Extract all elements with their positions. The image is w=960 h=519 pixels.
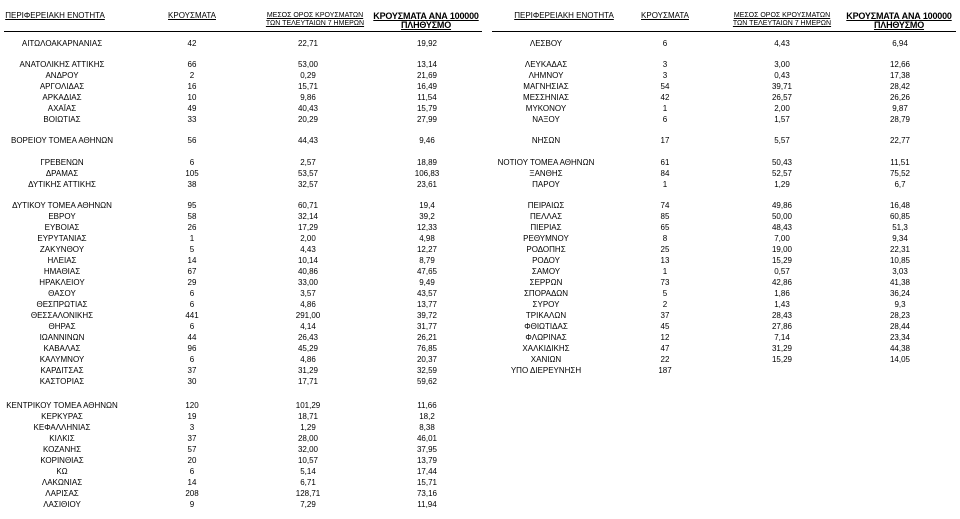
per100k-cell: 18,2 — [419, 412, 435, 421]
cases-cell: 120 — [185, 401, 199, 410]
region-cell: ΦΘΙΩΤΙΔΑΣ — [524, 322, 568, 331]
header-region-right: ΠΕΡΙΦΕΡΕΙΑΚΗ ΕΝΟΤΗΤΑ — [514, 11, 614, 20]
region-cell: ΗΛΕΙΑΣ — [47, 256, 77, 265]
cases-cell: 57 — [187, 445, 197, 454]
per100k-cell: 73,16 — [416, 489, 438, 498]
cases-cell: 73 — [660, 278, 670, 287]
per100k-cell: 47,65 — [416, 267, 438, 276]
region-cell: ΔΥΤΙΚΗΣ ΑΤΤΙΚΗΣ — [28, 180, 96, 189]
region-cell: ΘΑΣΟΥ — [48, 289, 76, 298]
avg-cell: 17,71 — [297, 377, 319, 386]
per100k-cell: 16,48 — [889, 201, 911, 210]
region-cell: ΑΧΑΪΑΣ — [47, 104, 77, 113]
region-cell: ΑΝΔΡΟΥ — [45, 71, 79, 80]
per100k-cell: 32,59 — [416, 366, 438, 375]
cases-cell: 45 — [660, 322, 670, 331]
region-cell: ΣΥΡΟΥ — [532, 300, 560, 309]
avg-cell: 42,86 — [771, 278, 793, 287]
per100k-cell: 4,98 — [419, 234, 435, 243]
per100k-cell: 12,33 — [416, 223, 438, 232]
region-cell: ΔΡΑΜΑΣ — [45, 169, 79, 178]
cases-cell: 37 — [187, 434, 197, 443]
region-cell: ΓΡΕΒΕΝΩΝ — [40, 158, 84, 167]
header-avg-line1: ΜΕΣΟΣ ΟΡΟΣ ΚΡΟΥΣΜΑΤΩΝ — [733, 12, 831, 19]
header-per100k-line2: ΠΛΗΘΥΣΜΟ — [873, 20, 925, 30]
cases-cell: 37 — [660, 311, 670, 320]
avg-cell: 48,43 — [771, 223, 793, 232]
per100k-cell: 6,7 — [894, 180, 906, 189]
avg-cell: 31,29 — [297, 366, 319, 375]
cases-cell: 17 — [660, 136, 670, 145]
avg-cell: 17,29 — [297, 223, 319, 232]
per100k-cell: 12,27 — [416, 245, 438, 254]
avg-cell: 28,00 — [297, 434, 319, 443]
cases-cell: 42 — [187, 39, 197, 48]
per100k-cell: 23,34 — [889, 333, 911, 342]
per100k-cell: 44,38 — [889, 344, 911, 353]
avg-cell: 2,57 — [300, 158, 316, 167]
region-cell: ΥΠΟ ΔΙΕΡΕΥΝΗΣΗ — [510, 366, 582, 375]
avg-cell: 128,71 — [295, 489, 321, 498]
per100k-cell: 76,85 — [416, 344, 438, 353]
per100k-cell: 8,38 — [419, 423, 435, 432]
avg-cell: 50,00 — [771, 212, 793, 221]
cases-cell: 6 — [189, 158, 195, 167]
avg-cell: 4,86 — [300, 355, 316, 364]
per100k-cell: 51,3 — [892, 223, 908, 232]
cases-cell: 5 — [189, 245, 195, 254]
avg-cell: 4,43 — [300, 245, 316, 254]
avg-cell: 1,43 — [774, 300, 790, 309]
region-cell: ΤΡΙΚΑΛΩΝ — [525, 311, 567, 320]
region-cell: ΝΗΣΩΝ — [531, 136, 561, 145]
per100k-cell: 28,79 — [889, 115, 911, 124]
header-divider-right — [492, 31, 956, 32]
cases-cell: 1 — [662, 180, 668, 189]
avg-cell: 3,00 — [774, 60, 790, 69]
avg-cell: 7,00 — [774, 234, 790, 243]
cases-cell: 105 — [185, 169, 199, 178]
cases-cell: 30 — [187, 377, 197, 386]
region-cell: ΜΥΚΟΝΟΥ — [525, 104, 567, 113]
per100k-cell: 18,89 — [416, 158, 438, 167]
cases-cell: 47 — [660, 344, 670, 353]
cases-cell: 38 — [187, 180, 197, 189]
cases-cell: 65 — [660, 223, 670, 232]
per100k-cell: 19,92 — [416, 39, 438, 48]
cases-cell: 208 — [185, 489, 199, 498]
cases-cell: 1 — [662, 267, 668, 276]
region-cell: ΣΕΡΡΩΝ — [529, 278, 563, 287]
cases-cell: 25 — [660, 245, 670, 254]
per100k-cell: 28,42 — [889, 82, 911, 91]
header-avg-line1: ΜΕΣΟΣ ΟΡΟΣ ΚΡΟΥΣΜΑΤΩΝ — [266, 12, 364, 19]
region-cell: ΚΕΦΑΛΛΗΝΙΑΣ — [33, 423, 91, 432]
avg-cell: 10,14 — [297, 256, 319, 265]
region-cell: ΜΕΣΣΗΝΙΑΣ — [523, 93, 569, 102]
region-cell: ΛΕΣΒΟΥ — [529, 39, 563, 48]
cases-cell: 22 — [660, 355, 670, 364]
avg-cell: 4,86 — [300, 300, 316, 309]
cases-cell: 74 — [660, 201, 670, 210]
per100k-cell: 13,14 — [416, 60, 438, 69]
region-cell: ΘΕΣΠΡΩΤΙΑΣ — [36, 300, 88, 309]
region-cell: ΛΑΚΩΝΙΑΣ — [41, 478, 83, 487]
avg-cell: 5,57 — [774, 136, 790, 145]
cases-cell: 6 — [189, 467, 195, 476]
per100k-cell: 75,52 — [889, 169, 911, 178]
region-cell: ΡΕΘΥΜΝΟΥ — [523, 234, 569, 243]
cases-cell: 44 — [187, 333, 197, 342]
cases-cell: 54 — [660, 82, 670, 91]
avg-cell: 18,71 — [297, 412, 319, 421]
cases-cell: 14 — [187, 478, 197, 487]
region-cell: ΒΟΡΕΙΟΥ ΤΟΜΕΑ ΑΘΗΝΩΝ — [10, 136, 114, 145]
cases-cell: 84 — [660, 169, 670, 178]
avg-cell: 45,29 — [297, 344, 319, 353]
header-per100k-line1: ΚΡΟΥΣΜΑΤΑ ΑΝΑ 100000 — [373, 11, 479, 21]
avg-cell: 1,57 — [774, 115, 790, 124]
per100k-cell: 17,38 — [889, 71, 911, 80]
region-cell: ΔΥΤΙΚΟΥ ΤΟΜΕΑ ΑΘΗΝΩΝ — [12, 201, 112, 210]
per100k-cell: 59,62 — [416, 377, 438, 386]
avg-cell: 19,00 — [771, 245, 793, 254]
header-cases-left: ΚΡΟΥΣΜΑΤΑ — [168, 11, 216, 20]
cases-cell: 37 — [187, 366, 197, 375]
region-cell: ΕΥΒΟΙΑΣ — [44, 223, 80, 232]
avg-cell: 7,14 — [774, 333, 790, 342]
cases-cell: 2 — [189, 71, 195, 80]
per100k-cell: 26,26 — [889, 93, 911, 102]
cases-cell: 6 — [662, 39, 668, 48]
header-region-left: ΠΕΡΙΦΕΡΕΙΑΚΗ ΕΝΟΤΗΤΑ — [5, 11, 105, 20]
avg-cell: 50,43 — [771, 158, 793, 167]
region-cell: ΒΟΙΩΤΙΑΣ — [43, 115, 81, 124]
per100k-cell: 22,31 — [889, 245, 911, 254]
avg-cell: 40,86 — [297, 267, 319, 276]
per100k-cell: 39,2 — [419, 212, 435, 221]
per100k-cell: 8,79 — [419, 256, 435, 265]
avg-cell: 4,43 — [774, 39, 790, 48]
cases-cell: 42 — [660, 93, 670, 102]
cases-cell: 33 — [187, 115, 197, 124]
region-cell: ΠΙΕΡΙΑΣ — [530, 223, 562, 232]
cases-cell: 56 — [187, 136, 197, 145]
cases-cell: 8 — [662, 234, 668, 243]
cases-cell: 16 — [187, 82, 197, 91]
avg-cell: 4,14 — [300, 322, 316, 331]
per100k-cell: 39,72 — [416, 311, 438, 320]
header-avg-line2: ΤΩΝ ΤΕΛΕΥΤΑΙΩΝ 7 ΗΜΕΡΩΝ — [265, 20, 365, 27]
cases-cell: 3 — [662, 71, 668, 80]
header-divider-left — [4, 31, 482, 32]
avg-cell: 40,43 — [297, 104, 319, 113]
header-avg-right — [727, 12, 837, 28]
avg-cell: 10,57 — [297, 456, 319, 465]
header-per100k-line2: ΠΛΗΘΥΣΜΟ — [400, 20, 452, 30]
per100k-cell: 28,23 — [889, 311, 911, 320]
avg-cell: 28,43 — [771, 311, 793, 320]
avg-cell: 22,71 — [297, 39, 319, 48]
cases-cell: 9 — [189, 500, 195, 509]
avg-cell: 53,00 — [297, 60, 319, 69]
cases-cell: 19 — [187, 412, 197, 421]
avg-cell: 26,57 — [771, 93, 793, 102]
region-cell: ΕΒΡΟΥ — [48, 212, 76, 221]
cases-cell: 6 — [662, 115, 668, 124]
region-cell: ΡΟΔΟΠΗΣ — [526, 245, 566, 254]
region-cell: ΡΟΔΟΥ — [532, 256, 560, 265]
per100k-cell: 6,94 — [892, 39, 908, 48]
cases-cell: 26 — [187, 223, 197, 232]
cases-cell: 13 — [660, 256, 670, 265]
per100k-cell: 106,83 — [414, 169, 440, 178]
per100k-cell: 37,95 — [416, 445, 438, 454]
per100k-cell: 9,3 — [894, 300, 906, 309]
region-cell: ΛΑΡΙΣΑΣ — [45, 489, 79, 498]
per100k-cell: 19,4 — [419, 201, 435, 210]
per100k-cell: 9,34 — [892, 234, 908, 243]
per100k-cell: 11,94 — [417, 500, 437, 509]
region-cell: ΗΜΑΘΙΑΣ — [43, 267, 81, 276]
per100k-cell: 15,71 — [416, 478, 438, 487]
region-cell: ΠΕΛΛΑΣ — [529, 212, 563, 221]
cases-cell: 187 — [658, 366, 672, 375]
region-cell: ΚΕΡΚΥΡΑΣ — [41, 412, 83, 421]
region-cell: ΗΡΑΚΛΕΙΟΥ — [39, 278, 85, 287]
cases-cell: 95 — [187, 201, 197, 210]
avg-cell: 60,71 — [297, 201, 319, 210]
cases-cell: 3 — [662, 60, 668, 69]
avg-cell: 6,71 — [300, 478, 316, 487]
region-cell: ΙΩΑΝΝΙΝΩΝ — [39, 333, 85, 342]
per100k-cell: 10,85 — [889, 256, 911, 265]
avg-cell: 26,43 — [297, 333, 319, 342]
region-cell: ΛΗΜΝΟΥ — [528, 71, 564, 80]
cases-cell: 6 — [189, 289, 195, 298]
region-cell: ΦΛΩΡΙΝΑΣ — [525, 333, 567, 342]
cases-cell: 6 — [189, 322, 195, 331]
avg-cell: 1,86 — [774, 289, 790, 298]
region-cell: ΘΗΡΑΣ — [48, 322, 76, 331]
region-cell: ΛΑΣΙΘΙΟΥ — [43, 500, 81, 509]
region-cell: ΞΑΝΘΗΣ — [529, 169, 563, 178]
per100k-cell: 43,57 — [416, 289, 438, 298]
per100k-cell: 3,03 — [892, 267, 908, 276]
region-cell: ΖΑΚΥΝΘΟΥ — [39, 245, 85, 254]
region-cell: ΚΑΡΔΙΤΣΑΣ — [40, 366, 84, 375]
cases-cell: 12 — [660, 333, 670, 342]
avg-cell: 0,57 — [774, 267, 790, 276]
cases-cell: 49 — [187, 104, 197, 113]
avg-cell: 101,29 — [295, 401, 321, 410]
per100k-cell: 11,54 — [417, 93, 437, 102]
per100k-cell: 31,77 — [416, 322, 438, 331]
region-cell: ΧΑΝΙΩΝ — [530, 355, 562, 364]
avg-cell: 32,14 — [297, 212, 319, 221]
cases-cell: 1 — [189, 234, 195, 243]
region-cell: ΚΩ — [56, 467, 68, 476]
region-cell: ΑΙΤΩΛΟΑΚΑΡΝΑΝΙΑΣ — [21, 39, 103, 48]
cases-cell: 441 — [185, 311, 199, 320]
avg-cell: 31,29 — [771, 344, 793, 353]
avg-cell: 39,71 — [771, 82, 793, 91]
avg-cell: 27,86 — [771, 322, 793, 331]
region-cell: ΧΑΛΚΙΔΙΚΗΣ — [522, 344, 570, 353]
region-cell: ΚΟΖΑΝΗΣ — [42, 445, 82, 454]
avg-cell: 2,00 — [774, 104, 790, 113]
avg-cell: 52,57 — [771, 169, 793, 178]
region-cell: ΚΑΣΤΟΡΙΑΣ — [39, 377, 85, 386]
cases-cell: 85 — [660, 212, 670, 221]
cases-cell: 1 — [662, 104, 668, 113]
region-cell: ΜΑΓΝΗΣΙΑΣ — [523, 82, 569, 91]
avg-cell: 49,86 — [771, 201, 793, 210]
region-cell: ΣΑΜΟΥ — [531, 267, 561, 276]
avg-cell: 0,29 — [300, 71, 316, 80]
per100k-cell: 17,44 — [416, 467, 438, 476]
cases-cell: 29 — [187, 278, 197, 287]
per100k-cell: 36,24 — [889, 289, 911, 298]
per100k-cell: 15,79 — [416, 104, 438, 113]
region-cell: ΝΟΤΙΟΥ ΤΟΜΕΑ ΑΘΗΝΩΝ — [497, 158, 595, 167]
avg-cell: 0,43 — [774, 71, 790, 80]
per100k-cell: 14,05 — [889, 355, 911, 364]
header-per100k-line1: ΚΡΟΥΣΜΑΤΑ ΑΝΑ 100000 — [846, 11, 952, 21]
avg-cell: 3,57 — [300, 289, 316, 298]
region-cell: ΑΝΑΤΟΛΙΚΗΣ ΑΤΤΙΚΗΣ — [19, 60, 105, 69]
cases-cell: 5 — [662, 289, 668, 298]
cases-cell: 58 — [187, 212, 197, 221]
avg-cell: 1,29 — [774, 180, 790, 189]
header-avg-left — [260, 12, 370, 28]
header-cases-right: ΚΡΟΥΣΜΑΤΑ — [641, 11, 689, 20]
avg-cell: 32,57 — [297, 180, 319, 189]
per100k-cell: 13,79 — [416, 456, 438, 465]
cases-cell: 66 — [187, 60, 197, 69]
per100k-cell: 27,99 — [416, 115, 438, 124]
avg-cell: 15,29 — [771, 256, 793, 265]
cases-cell: 14 — [187, 256, 197, 265]
region-cell: ΘΕΣΣΑΛΟΝΙΚΗΣ — [30, 311, 94, 320]
avg-cell: 15,29 — [771, 355, 793, 364]
avg-cell: 32,00 — [297, 445, 319, 454]
per100k-cell: 9,49 — [419, 278, 435, 287]
cases-cell: 67 — [187, 267, 197, 276]
header-per100k-left — [372, 12, 480, 30]
avg-cell: 53,57 — [297, 169, 319, 178]
avg-cell: 5,14 — [300, 467, 316, 476]
per100k-cell: 22,77 — [889, 136, 911, 145]
per100k-cell: 11,66 — [417, 401, 437, 410]
region-cell: ΚΙΛΚΙΣ — [49, 434, 75, 443]
region-cell: ΣΠΟΡΑΔΩΝ — [523, 289, 569, 298]
per100k-cell: 9,87 — [892, 104, 908, 113]
cases-cell: 6 — [189, 300, 195, 309]
per100k-cell: 26,21 — [416, 333, 438, 342]
avg-cell: 20,29 — [297, 115, 319, 124]
region-cell: ΑΡΚΑΔΙΑΣ — [42, 93, 82, 102]
per100k-cell: 13,77 — [416, 300, 438, 309]
region-cell: ΕΥΡΥΤΑΝΙΑΣ — [37, 234, 87, 243]
cases-cell: 6 — [189, 355, 195, 364]
per100k-cell: 9,46 — [419, 136, 435, 145]
region-cell: ΚΑΛΥΜΝΟΥ — [39, 355, 85, 364]
region-cell: ΚΟΡΙΝΘΙΑΣ — [40, 456, 84, 465]
per100k-cell: 46,01 — [416, 434, 438, 443]
header-avg-line2: ΤΩΝ ΤΕΛΕΥΤΑΙΩΝ 7 ΗΜΕΡΩΝ — [732, 20, 832, 27]
per100k-cell: 60,85 — [889, 212, 911, 221]
avg-cell: 7,29 — [300, 500, 316, 509]
cases-cell: 3 — [189, 423, 195, 432]
avg-cell: 15,71 — [297, 82, 319, 91]
per100k-cell: 16,49 — [416, 82, 438, 91]
per100k-cell: 23,61 — [416, 180, 438, 189]
cases-cell: 2 — [662, 300, 668, 309]
per100k-cell: 28,44 — [889, 322, 911, 331]
per100k-cell: 12,66 — [889, 60, 911, 69]
region-cell: ΚΕΝΤΡΙΚΟΥ ΤΟΜΕΑ ΑΘΗΝΩΝ — [6, 401, 118, 410]
per100k-cell: 21,69 — [416, 71, 438, 80]
region-cell: ΝΑΞΟΥ — [532, 115, 560, 124]
avg-cell: 9,86 — [300, 93, 316, 102]
cases-cell: 20 — [187, 456, 197, 465]
region-cell: ΚΑΒΑΛΑΣ — [43, 344, 81, 353]
avg-cell: 1,29 — [300, 423, 316, 432]
per100k-cell: 20,37 — [416, 355, 438, 364]
avg-cell: 2,00 — [300, 234, 316, 243]
avg-cell: 33,00 — [297, 278, 319, 287]
per100k-cell: 11,51 — [890, 158, 910, 167]
avg-cell: 44,43 — [297, 136, 319, 145]
header-per100k-right — [845, 12, 953, 30]
avg-cell: 291,00 — [295, 311, 321, 320]
cases-cell: 10 — [187, 93, 197, 102]
cases-cell: 96 — [187, 344, 197, 353]
region-cell: ΠΑΡΟΥ — [532, 180, 560, 189]
region-cell: ΠΕΙΡΑΙΩΣ — [527, 201, 565, 210]
per100k-cell: 41,38 — [889, 278, 911, 287]
cases-cell: 61 — [660, 158, 670, 167]
region-cell: ΑΡΓΟΛΙΔΑΣ — [39, 82, 85, 91]
region-cell: ΛΕΥΚΑΔΑΣ — [524, 60, 568, 69]
